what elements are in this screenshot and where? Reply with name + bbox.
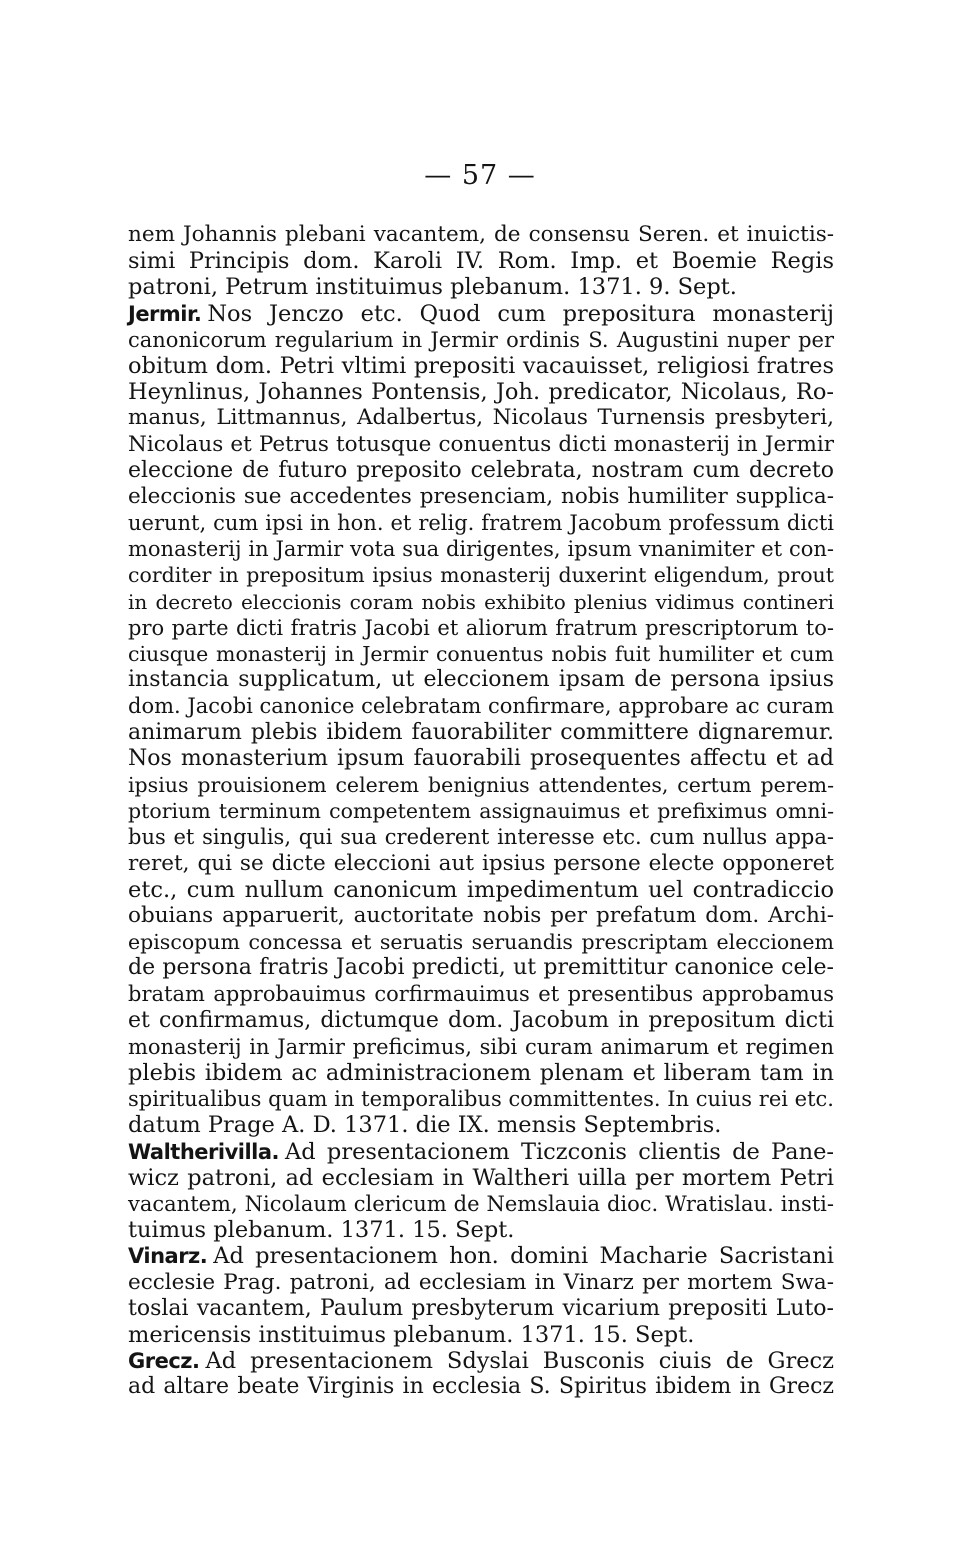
text-line: de persona fratris Jacobi predicti, ut premittitur canonice cele-: [128, 955, 834, 981]
text-line: Nicolaus et Petrus totusque conuentus dicti monasterij in Jermir: [128, 431, 834, 457]
text-line: bus et singulis, qui sua crederent interesse etc. cum nullus appa-: [128, 825, 834, 850]
text-line: spiritualibus quam in temporalibus committentes. In cuius rei etc.: [128, 1087, 834, 1112]
text-line: ipsius prouisionem celerem benignius attendentes, certum perem-: [128, 772, 834, 797]
text-line: manus, Littmannus, Adalbertus, Nicolaus Turnensis presbyteri,: [128, 405, 834, 431]
text-line: Ad presentacionem hon. domini Macharie Sacristani: [213, 1243, 834, 1270]
text-line: simi Principis dom. Karoli IV. Rom. Imp. et Boemie Regis: [128, 248, 834, 275]
entry-heading-grecz: Grecz.: [128, 1349, 200, 1374]
main-text: [128, 222, 834, 1400]
text-line-with-lemma: [128, 1348, 834, 1374]
text-line: episcopum concessa et seruatis seruandis prescriptam eleccionem: [128, 930, 834, 955]
text-line-with-lemma: [128, 1139, 834, 1165]
text-line: ciusque monasterij in Jermir conuentus nobis fuit humiliter et cum: [128, 642, 834, 666]
text-line: obuians apparuerit, auctoritate nobis per prefatum dom. Archi-: [128, 902, 834, 928]
text-line: mericensis instituimus plebanum. 1371. 15. Sept.: [128, 1321, 695, 1348]
text-line: corditer in prepositum ipsius monasterij duxerint eligendum, prout: [128, 563, 834, 588]
text-line: nem Johannis plebani vacantem, de consensu Seren. et inuictis-: [128, 222, 834, 247]
entry-heading-vinarz: Vinarz.: [128, 1244, 208, 1269]
entry-heading-jermir: Jermir.: [128, 301, 202, 326]
text-line: ad altare beate Virginis in ecclesia S. Spiritus ibidem in Grecz: [128, 1374, 834, 1400]
text-line: patroni, Petrum instituimus plebanum. 1371. 9. Sept.: [128, 274, 737, 301]
text-line: Heynlinus, Johannes Pontensis, Joh. predicator, Nicolaus, Ro-: [128, 379, 834, 406]
text-line: etc., cum nullum canonicum impedimentum uel contradiccio: [128, 876, 834, 903]
text-line: instancia supplicatum, ut eleccionem ipsam de persona ipsius: [128, 667, 834, 693]
text-line: monasterij in Jarmir preficimus, sibi curam animarum et regimen: [128, 1034, 834, 1059]
text-line: eleccione de futuro preposito celebrata, nostram cum decreto: [128, 457, 834, 483]
text-line: ptorium terminum competentem assignauimus et prefiximus omni-: [128, 799, 834, 824]
entry-heading-waltherivilla: Waltherivilla.: [128, 1139, 280, 1164]
text-line-with-lemma: [128, 1243, 834, 1269]
text-line: in decreto eleccionis coram nobis exhibito plenius vidimus contineri: [128, 589, 834, 614]
text-line: monasterij in Jarmir vota sua dirigentes, ipsum vnanimiter et con-: [128, 537, 834, 562]
text-line: dom. Jacobi canonice celebratam confirmare, approbare ac curam: [128, 694, 835, 719]
text-line: reret, qui se dicte eleccioni aut ipsius persone electe opponeret: [128, 850, 834, 876]
text-line: ecclesie Prag. patroni, ad ecclesiam in Vinarz per mortem Swa-: [128, 1269, 834, 1295]
text-line: datum Prage A. D. 1371. die IX. mensis Septembris.: [128, 1112, 722, 1139]
text-line: wicz patroni, ad ecclesiam in Waltheri uilla per mortem Petri: [128, 1164, 834, 1191]
text-line: uerunt, cum ipsi in hon. et relig. fratrem Jacobum professum dicti: [128, 511, 834, 536]
text-line: plebis ibidem ac administracionem plenam et liberam tam in: [128, 1060, 834, 1086]
text-line: bratam approbauimus corfirmauimus et presentibus approbamus: [128, 982, 834, 1007]
text-line: animarum plebis ibidem fauorabiliter committere dignaremur.: [128, 719, 834, 745]
text-line: vacantem, Nicolaum clericum de Nemslauia dioc. Wratislau. insti-: [128, 1191, 834, 1216]
text-line: obitum dom. Petri vltimi prepositi vacauisset, religiosi fratres: [128, 352, 834, 379]
text-line: toslai vacantem, Paulum presbyterum vicarium prepositi Luto-: [128, 1295, 834, 1321]
text-line: Nos monasterium ipsum fauorabili prosequentes affectu et ad: [128, 745, 834, 771]
text-line: tuimus plebanum. 1371. 15. Sept.: [128, 1217, 515, 1244]
page-number: — 57 —: [424, 160, 536, 191]
text-line: pro parte dicti fratris Jacobi et aliorum fratrum prescriptorum to-: [128, 615, 834, 640]
text-line: et confirmamus, dictumque dom. Jacobum in prepositum dicti: [128, 1007, 834, 1033]
text-line: Ad presentacionem Ticzconis clientis de Pane-: [285, 1138, 834, 1165]
text-line: eleccionis sue accedentes presenciam, nobis humiliter supplica-: [128, 483, 834, 509]
text-line: Nos Jenczo etc. Quod cum prepositura monasterij: [207, 300, 834, 327]
text-line: Ad presentacionem Sdyslai Busconis ciuis de Grecz: [205, 1348, 834, 1375]
text-line: canonicorum regularium in Jermir ordinis S. Augustini nuper per: [128, 327, 834, 352]
text-line-with-lemma: [128, 301, 834, 327]
